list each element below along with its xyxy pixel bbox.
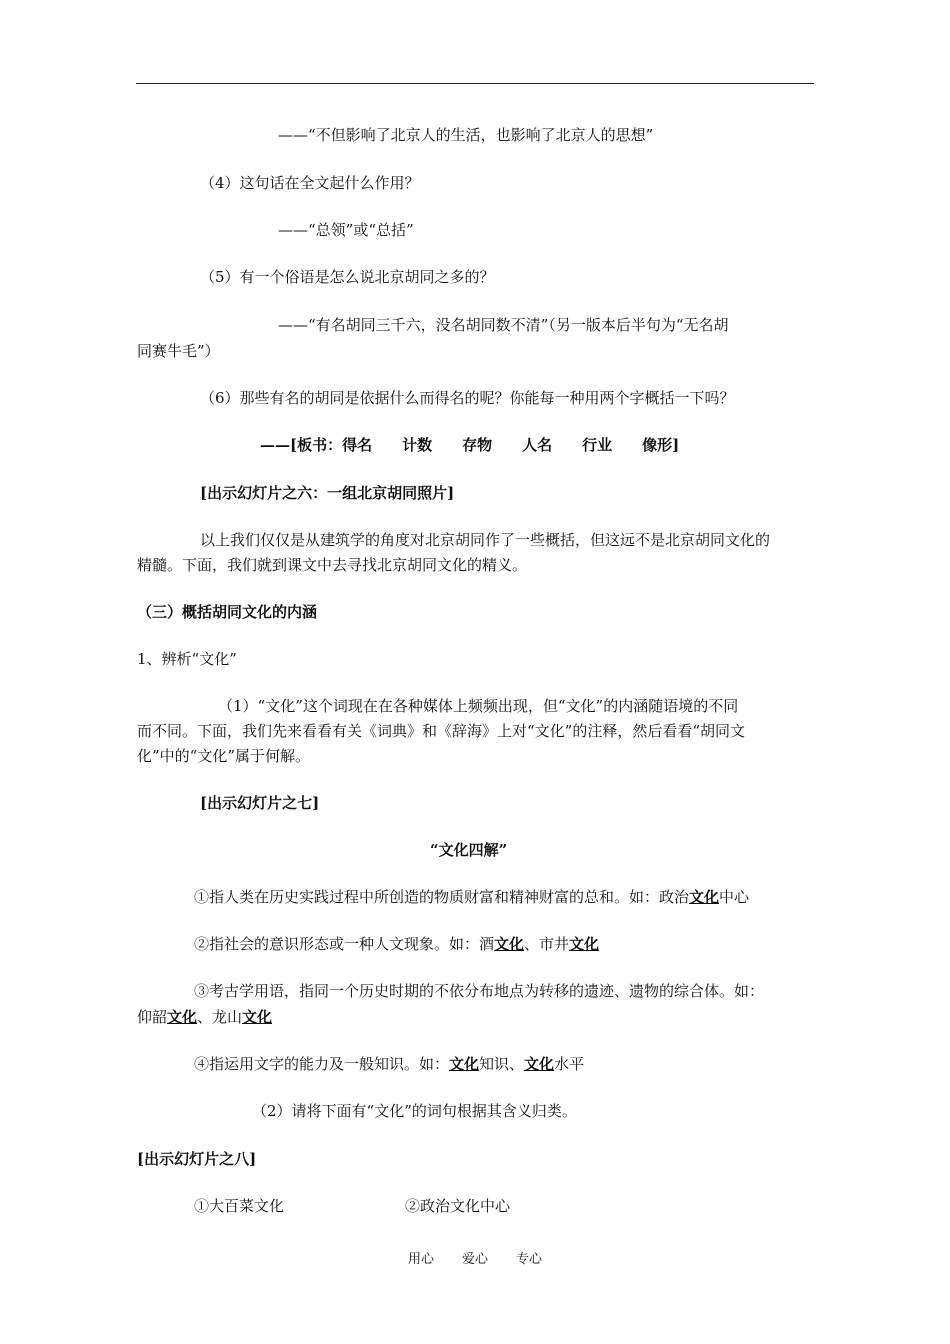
slide-7-note: [出示幻灯片之七]: [200, 794, 320, 812]
header-rule: [136, 83, 814, 84]
subsection-1: 1、辨析“文化”: [137, 650, 237, 668]
definition-1-keyword: 文化: [689, 888, 720, 906]
definition-2-keyword: 文化: [494, 935, 525, 953]
footer-word: 爱心: [461, 1252, 488, 1267]
paragraph-2c: 化”中的“文化”属于何解。: [137, 747, 311, 765]
paragraph-2a: （1）“文化”这个词现在在各种媒体上频频出现，但“文化”的内涵随语境的不同: [218, 697, 739, 715]
definition-1-text: ①指人类在历史实践过程中所创造的物质财富和精神财富的总和。如：政治: [194, 888, 690, 906]
definition-3a: ③考古学用语，指同一个历史时期的不依分布地点为转移的遗迹、遗物的综合体。如：: [194, 982, 765, 1000]
paragraph-1a: 以上我们仅仅是从建筑学的角度对北京胡同作了一些概括，但这远不是北京胡同文化的: [200, 531, 771, 549]
question-5: （5）有一个俗语是怎么说北京胡同之多的？: [200, 268, 495, 286]
definition-2-text: ②指社会的意识形态或一种人文现象。如：酒: [194, 935, 495, 953]
board-writing: [260, 434, 679, 456]
board-item: 计数: [402, 436, 433, 454]
word-item-2: ②政治文化中心: [405, 1197, 511, 1215]
slide-7-title: “文化四解”: [430, 841, 508, 859]
board-prefix: ——[板书：得名: [260, 436, 373, 454]
footer-word: 用心: [407, 1252, 434, 1267]
paragraph-2b: 而不同。下面，我们先来看看有关《词典》和《辞海》上对“文化”的注释，然后看看“胡同文: [137, 722, 746, 740]
answer-line-5a: ——“有名胡同三千六，没名胡同数不清”（另一版本后半句为“无名胡: [278, 316, 729, 334]
word-item-1: ①大百菜文化: [194, 1197, 285, 1215]
answer-line-3: ——“不但影响了北京人的生活，也影响了北京人的思想”: [278, 126, 654, 144]
definition-3b: [137, 1006, 272, 1028]
definition-2-keyword: 文化: [569, 935, 600, 953]
board-item: 行业: [582, 436, 613, 454]
definition-4-keyword: 文化: [449, 1055, 480, 1073]
paragraph-1b: 精髓。下面，我们就到课文中去寻找北京胡同文化的精义。: [137, 556, 528, 574]
answer-line-4: ——“总领”或“总括”: [278, 221, 414, 239]
board-item: 人名: [522, 436, 553, 454]
definition-1: [194, 886, 749, 908]
definition-3-keyword: 文化: [167, 1008, 198, 1026]
definition-4-pre: ④指运用文字的能力及一般知识。如：: [194, 1055, 450, 1073]
definition-4: [194, 1053, 584, 1075]
definition-2: [194, 933, 599, 955]
footer-word: 专心: [516, 1252, 543, 1267]
definition-3-keyword: 文化: [242, 1008, 273, 1026]
slide-6-note: [出示幻灯片之六：一组北京胡同照片]: [200, 484, 455, 502]
definition-1-end: 中心: [719, 888, 750, 906]
question-6: （6）那些有名的胡同是依据什么而得名的呢？你能每一种用两个字概括一下吗？: [200, 389, 735, 407]
definition-4-end: 水平: [554, 1055, 585, 1073]
question-4: （4）这句话在全文起什么作用？: [200, 174, 420, 192]
definition-4-keyword: 文化: [524, 1055, 555, 1073]
slide-8-note: [出示幻灯片之八]: [137, 1150, 257, 1168]
page-footer: [0, 1248, 950, 1267]
section-heading-3: （三）概括胡同文化的内涵: [137, 603, 318, 621]
board-item: 像形]: [642, 436, 680, 454]
definition-4-mid: 知识、: [479, 1055, 525, 1073]
question-classify: （2）请将下面有“文化”的词句根据其含义归类。: [252, 1102, 577, 1120]
definition-3-pre: 仰韶: [137, 1008, 168, 1026]
answer-line-5b: 同赛牛毛”）: [137, 342, 220, 360]
definition-3-mid: 、龙山: [197, 1008, 243, 1026]
definition-2-mid: 、市井: [524, 935, 570, 953]
board-item: 存物: [462, 436, 493, 454]
